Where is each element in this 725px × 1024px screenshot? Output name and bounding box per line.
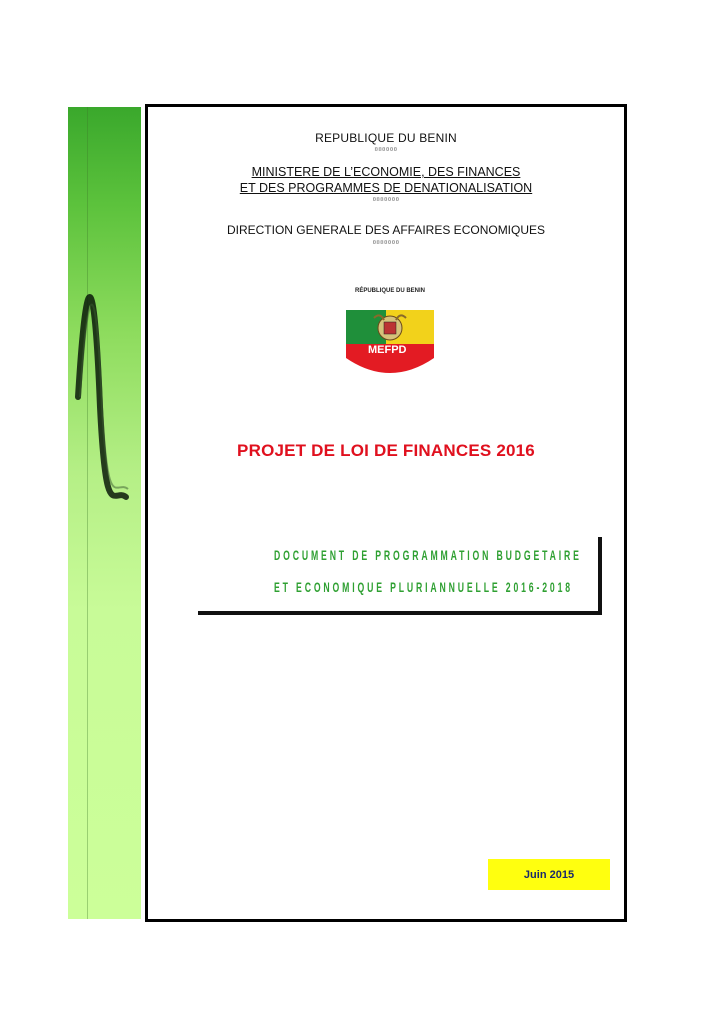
ornament-separator: ¤¤¤¤¤¤ xyxy=(374,147,398,153)
direction-name: DIRECTION GENERALE DES AFFAIRES ECONOMIQUES xyxy=(226,223,546,237)
mefpd-logo xyxy=(344,288,436,380)
country-name: REPUBLIQUE DU BENIN xyxy=(315,131,457,145)
subtitle-line-1: DOCUMENT DE PROGRAMMATION BUDGETAIRE xyxy=(274,547,582,563)
svg-text:MEFPD: MEFPD xyxy=(368,344,407,356)
date-label: Juin 2015 xyxy=(523,868,575,881)
subtitle-line-2: ET ECONOMIQUE PLURIANNUELLE 2016-2018 xyxy=(274,579,573,595)
swoosh-decoration xyxy=(68,107,141,919)
ornament-separator-3: ¤¤¤¤¤¤¤ xyxy=(372,240,400,246)
ministry-line-1: MINISTERE DE L’ECONOMIE, DES FINANCES xyxy=(251,165,521,179)
decorative-side-band xyxy=(68,107,141,919)
document-title: PROJET DE LOI DE FINANCES 2016 xyxy=(237,441,535,460)
logo-country-label: RÉPUBLIQUE DU BENIN xyxy=(354,288,425,294)
date-badge xyxy=(488,859,610,890)
cover-frame xyxy=(145,104,627,922)
ministry-line-2: ET DES PROGRAMMES DE DENATIONALISATION xyxy=(239,181,533,195)
document-subtitle-box xyxy=(198,537,602,615)
ornament-separator-2: ¤¤¤¤¤¤¤ xyxy=(372,197,400,203)
